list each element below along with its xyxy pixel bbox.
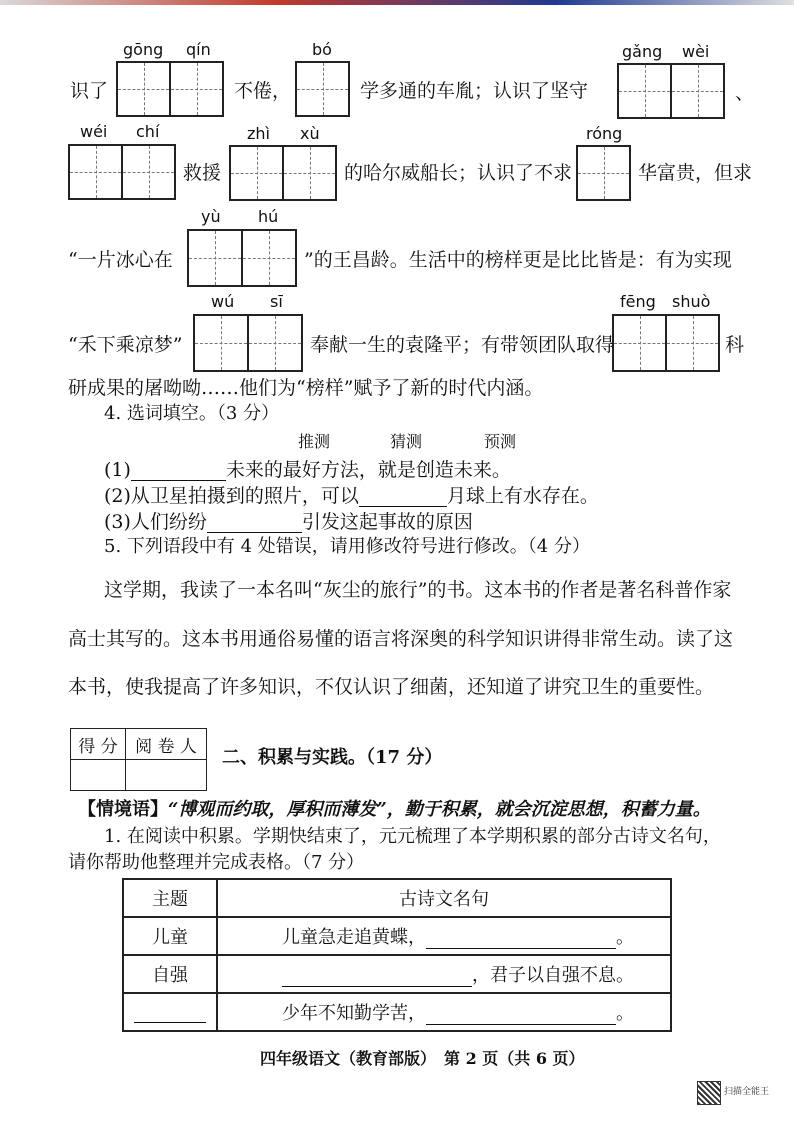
text-line3-b: ”的王昌龄。生活中的榜样更是比比皆是：有为实现 (304, 249, 732, 271)
score-table (70, 728, 207, 791)
poem-theme-3[interactable] (123, 993, 217, 1031)
char-box-bo[interactable] (295, 61, 350, 117)
poem-line-3-post: 。 (616, 1003, 634, 1024)
poem-theme-2: 自强 (123, 955, 217, 993)
q4-word-1: 推测 (298, 432, 331, 451)
table-row (123, 993, 671, 1031)
q4-s1-text: 未来的最好方法，就是创造未来。 (225, 459, 511, 481)
pinyin-shuo: shuò (672, 292, 711, 311)
poem-blank-2[interactable] (282, 965, 472, 987)
score-header: 得 分 (71, 729, 126, 760)
context-line (78, 799, 711, 821)
pinyin-zhi: zhì (247, 124, 270, 143)
q4-s2-text: 月球上有水存在。 (446, 485, 599, 507)
poem-blank-1[interactable] (426, 927, 616, 949)
q4-word-3: 预测 (484, 432, 517, 451)
table-row (123, 955, 671, 993)
char-box-fengshuo[interactable] (612, 314, 720, 372)
table-row (123, 917, 671, 955)
pinyin-wei2: wéi (80, 122, 108, 141)
char-box-weichi[interactable] (68, 144, 176, 200)
char-box-rong[interactable] (576, 145, 631, 201)
scanner-watermark: 扫描全能王 (724, 1087, 770, 1097)
char-box-gongqin[interactable] (116, 61, 224, 117)
text-line1-c: 学多通的车胤；认识了坚守 (360, 80, 589, 102)
char-box-wusi[interactable] (193, 314, 303, 372)
text-line2-b: 的哈尔威船长；认识了不求 (344, 162, 573, 184)
pinyin-chi: chí (136, 122, 160, 141)
score-cell[interactable] (71, 760, 126, 791)
text-line3-a: “一片冰心在 (68, 249, 173, 271)
q4-s1-label: (1) (104, 459, 131, 481)
q4-word-2: 猜测 (390, 432, 423, 451)
pinyin-rong: róng (586, 124, 623, 143)
poem-line-1 (217, 917, 671, 955)
text-line2-a: 救援 (183, 162, 222, 184)
poem-header-theme: 主题 (123, 879, 217, 917)
q4-sentence-1 (104, 458, 511, 481)
top-color-strip (0, 0, 794, 5)
char-box-zhixu[interactable] (229, 145, 337, 201)
q5-passage-line-3: 本书，使我提高了许多知识，不仅认识了细菌，还知道了讲究卫生的重要性。 (68, 676, 715, 698)
poem-table (122, 878, 672, 1032)
pinyin-wu: wú (211, 292, 235, 311)
poem-line-2 (217, 955, 671, 993)
q5-title: 5. 下列语段中有 4 处错误，请用修改符号进行修改。（4 分） (104, 536, 590, 557)
poem-theme-blank[interactable] (134, 1001, 206, 1023)
char-box-yuhu[interactable] (187, 229, 297, 287)
pinyin-si: sī (270, 292, 283, 311)
context-text: “博观而约取，厚积而薄发”，勤于积累，就会沉淀思想，积蓄力量。 (168, 799, 711, 820)
poem-header-lines: 古诗文名句 (217, 879, 671, 917)
q1-line-1: 1. 在阅读中积累。学期快结束了，元元梳理了本学期积累的部分古诗文名句， (104, 826, 721, 847)
q1-line-2: 请你帮助他整理并完成表格。（7 分） (68, 852, 365, 873)
context-label: 【情境语】 (78, 799, 168, 820)
text-line2-c: 华富贵，但求 (638, 162, 753, 184)
poem-line-3 (217, 993, 671, 1031)
text-line4-c: 科 (725, 334, 745, 356)
section2-title: 二、积累与实践。（17 分） (222, 747, 443, 768)
pinyin-yu: yù (201, 207, 221, 226)
char-box-gangwei[interactable] (617, 63, 725, 119)
poem-line-1-pre: 儿童急走追黄蝶， (282, 927, 426, 948)
text-line1-a: 识了 (70, 80, 109, 102)
poem-line-1-post: 。 (616, 927, 634, 948)
pinyin-qin: qín (186, 40, 211, 59)
text-line4-b: 奉献一生的袁隆平；有带领团队取得 (310, 334, 615, 356)
poem-line-3-pre: 少年不知勤学苦， (282, 1003, 426, 1024)
grader-cell[interactable] (126, 760, 207, 791)
q4-blank-2[interactable] (359, 484, 447, 507)
q4-blank-3[interactable] (207, 510, 302, 533)
text-line5: 研成果的屠呦呦……他们为“榜样”赋予了新的时代内涵。 (68, 377, 544, 399)
pinyin-gang: gǎng (622, 42, 663, 61)
pinyin-gong: gōng (123, 40, 164, 59)
q4-s3-label: (3)人们纷纷 (104, 511, 207, 533)
q4-s2-label: (2)从卫星拍摄到的照片，可以 (104, 485, 359, 507)
pinyin-xu: xù (300, 124, 320, 143)
poem-blank-3[interactable] (426, 1003, 616, 1025)
q4-title: 4. 选词填空。（3 分） (104, 403, 280, 424)
text-line1-d: 、 (735, 82, 755, 104)
pinyin-bo: bó (312, 40, 332, 59)
q4-sentence-3 (104, 510, 473, 533)
q5-passage-line-1: 这学期，我读了一本名叫“灰尘的旅行”的书。这本书的作者是著名科普作家 (104, 579, 732, 601)
q5-passage-line-2: 高士其写的。这本书用通俗易懂的语言将深奥的科学知识讲得非常生动。读了这 (68, 628, 734, 650)
q4-sentence-2 (104, 484, 599, 507)
text-line4-a: “禾下乘凉梦” (68, 334, 183, 356)
qr-code-icon (697, 1081, 721, 1105)
poem-line-2-post: ，君子以自强不息。 (472, 965, 634, 986)
page-footer: 四年级语文（教育部版） 第 2 页（共 6 页） (260, 1049, 585, 1068)
text-line1-b: 不倦， (234, 80, 292, 102)
pinyin-wei: wèi (682, 42, 710, 61)
q4-s3-text: 引发这起事故的原因 (301, 511, 473, 533)
grader-header: 阅 卷 人 (126, 729, 207, 760)
q4-blank-1[interactable] (131, 458, 226, 481)
pinyin-feng: fēng (620, 292, 656, 311)
poem-theme-1: 儿童 (123, 917, 217, 955)
pinyin-hu: hú (258, 207, 279, 226)
